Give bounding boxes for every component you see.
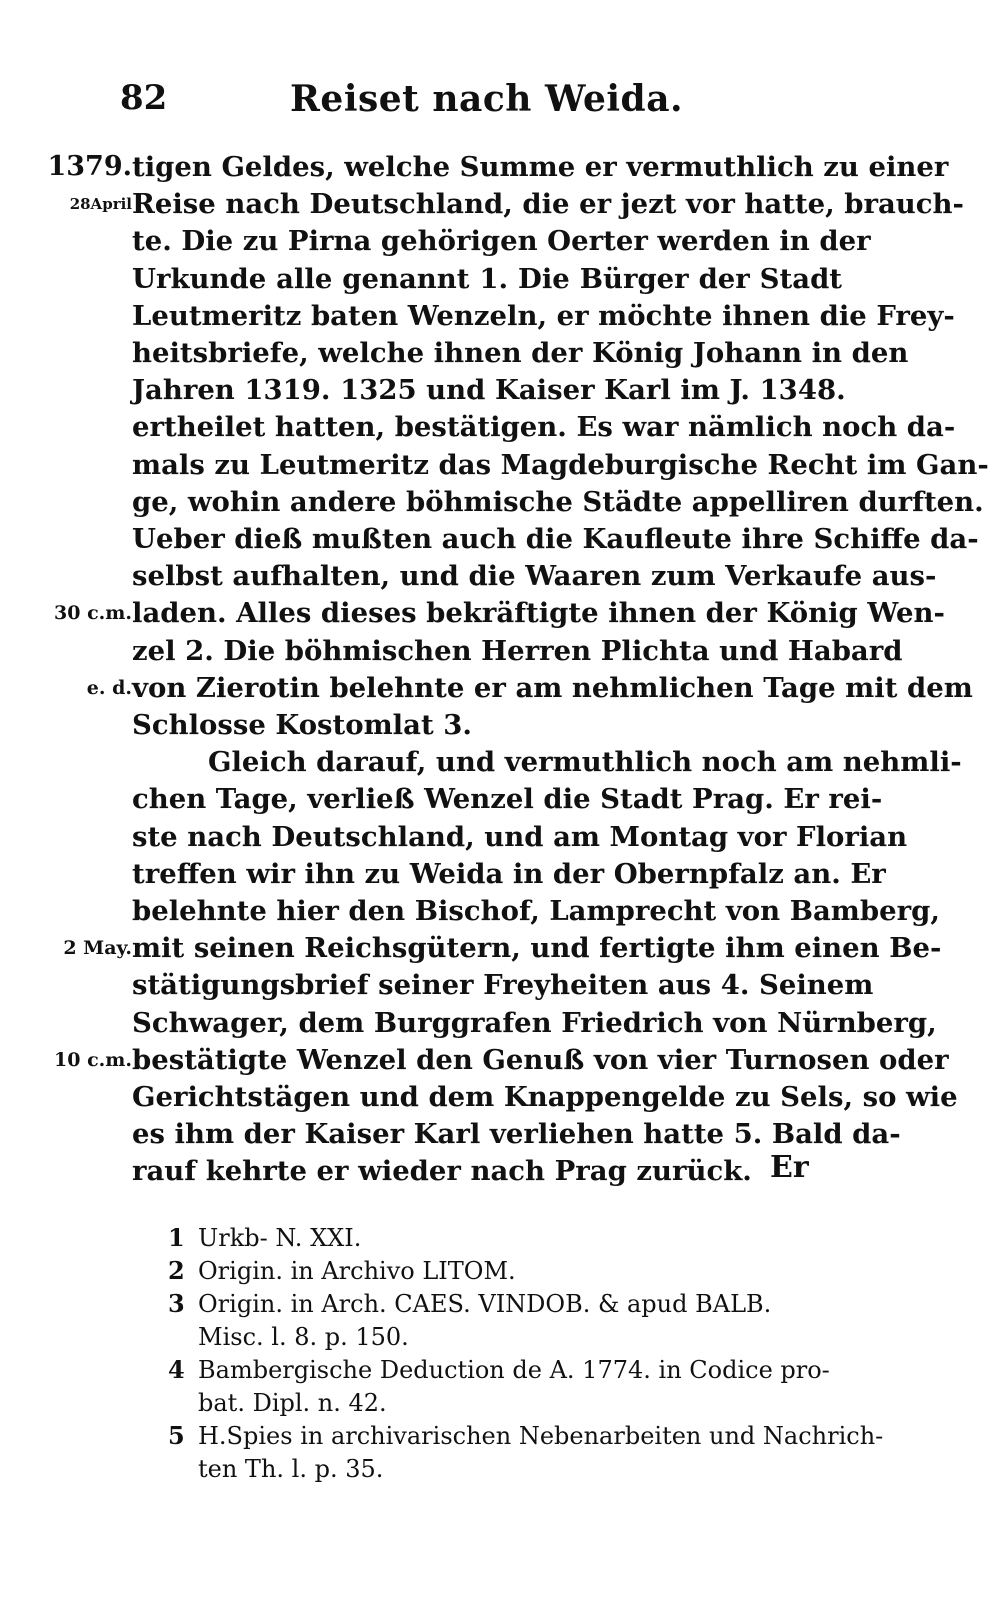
footnote-number: 5: [168, 1421, 185, 1450]
text-line: es ihm der Kaiser Karl verliehen hatte 5. Bald da-: [132, 1118, 901, 1151]
margin-note: 10 c.m.: [54, 1048, 132, 1071]
footnote-text: Urkb- N. XXI.: [198, 1224, 362, 1252]
page-header: [120, 78, 840, 128]
footnote-line: [168, 1451, 858, 1487]
footnote-line: [168, 1319, 858, 1355]
margin-note: 2 May.: [63, 937, 132, 960]
footnote-text: bat. Dipl. n. 42.: [198, 1389, 387, 1417]
footnote-number: 2: [168, 1256, 185, 1285]
margin-note: 30 c.m.: [54, 602, 132, 625]
text-line: Gerichtstägen und dem Knappengelde zu Sels, so wie: [132, 1081, 958, 1113]
text-line: Leutmeritz baten Wenzeln, er möchte ihnen die Frey-: [132, 299, 955, 332]
text-line: tigen Geldes, welche Summe er vermuthlich zu einer: [132, 151, 949, 183]
footnote-line: [168, 1286, 858, 1322]
text-line: belehnte hier den Bischof, Lamprecht von Bamberg,: [132, 895, 940, 927]
text-line: mals zu Leutmeritz das Magdeburgische Recht im Gan-: [132, 448, 989, 481]
text-line: Jahren 1319. 1325 und Kaiser Karl im J. 1348.: [132, 374, 846, 407]
text-line: Gleich darauf, und vermuthlich noch am nehmli-: [208, 746, 962, 779]
text-line: treffen wir ihn zu Weida in der Obernpfalz an. Er: [132, 857, 886, 890]
footnote-number: 4: [168, 1355, 185, 1384]
footnote-text: Origin. in Archivo LITOM.: [198, 1257, 516, 1285]
text-line: Schwager, dem Burggrafen Friedrich von Nürnberg,: [132, 1006, 937, 1039]
text-line: stätigungsbrief seiner Freyheiten aus 4. Seinem: [132, 969, 874, 1002]
text-line: heitsbriefe, welche ihnen der König Johann in den: [132, 337, 909, 369]
text-line: ste nach Deutschland, und am Montag vor Florian: [132, 820, 908, 853]
page-number: 82: [120, 78, 168, 118]
running-title: Reiset nach Weida.: [290, 78, 684, 120]
text-line: Schlosse Kostomlat 3.: [132, 709, 472, 741]
footnote-text: Misc. l. 8. p. 150.: [198, 1323, 409, 1351]
footnote-line: [168, 1352, 858, 1388]
text-line: selbst aufhalten, und die Waaren zum Verkaufe aus-: [132, 560, 937, 593]
text-line: ertheilet hatten, bestätigen. Es war nämlich noch da-: [132, 411, 956, 444]
margin-note: 1379.: [47, 151, 132, 182]
text-line: Ueber dieß mußten auch die Kaufleute ihre Schiffe da-: [132, 523, 979, 555]
footnote-text: Origin. in Arch. CAES. VINDOB. & apud BALB.: [198, 1290, 772, 1318]
text-line: te. Die zu Pirna gehörigen Oerter werden in der: [132, 225, 871, 258]
text-line: rauf kehrte er wieder nach Prag zurück.: [132, 1155, 752, 1188]
footnote-number: 3: [168, 1289, 185, 1318]
text-line: Urkunde alle genannt 1. Die Bürger der Stadt: [132, 262, 842, 295]
footnote-line: [168, 1253, 858, 1289]
text-line: Reise nach Deutschland, die er jezt vor hatte, brauch-: [132, 188, 964, 221]
text-line: laden. Alles dieses bekräftigte ihnen der König Wen-: [132, 597, 945, 630]
text-line: zel 2. Die böhmischen Herren Plichta und Habard: [132, 634, 903, 667]
text-line: mit seinen Reichsgütern, und fertigte ihm einen Be-: [132, 932, 942, 965]
footnote-text: ten Th. l. p. 35.: [198, 1455, 384, 1483]
footnote-line: [168, 1418, 884, 1454]
text-line: chen Tage, verließ Wenzel die Stadt Prag. Er rei-: [132, 783, 883, 816]
footnote-line: [168, 1385, 858, 1421]
footnote-line: [168, 1220, 858, 1256]
margin-note: e. d.: [86, 676, 132, 699]
footnote-text: Bambergische Deduction de A. 1774. in Codice pro-: [198, 1356, 830, 1384]
footnote-text: H.Spies in archivarischen Nebenarbeiten und Nachrich-: [198, 1422, 884, 1450]
text-line: ge, wohin andere böhmische Städte appelliren durften.: [132, 485, 984, 518]
text-line: von Zierotin belehnte er am nehmlichen Tage mit dem: [132, 671, 973, 704]
catchword: Er: [770, 1150, 809, 1185]
text-line: bestätigte Wenzel den Genuß von vier Turnosen oder: [132, 1043, 949, 1076]
margin-note: 28April: [69, 195, 132, 214]
footnote-number: 1: [168, 1223, 185, 1252]
